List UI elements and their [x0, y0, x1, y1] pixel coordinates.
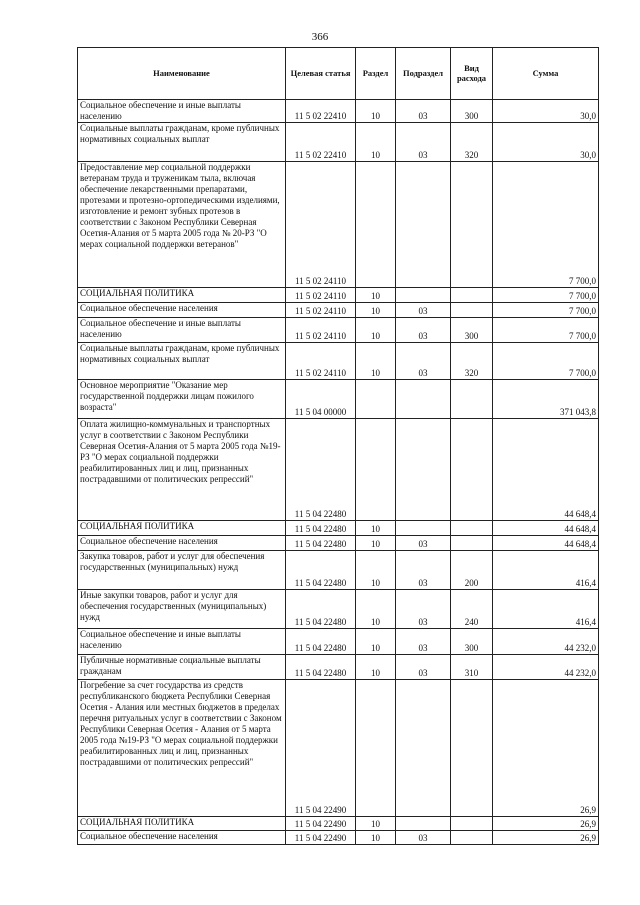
header-name: Наименование [78, 48, 286, 100]
row-subsection: 03 [396, 318, 451, 343]
row-expense-type [451, 419, 493, 521]
row-amount: 26,9 [493, 680, 599, 817]
table-row [78, 831, 599, 845]
row-amount: 44 648,4 [493, 521, 599, 536]
row-name: Оплата жилищно-коммунальных и транспортных услуг в соответствии с Законом Республики Северная Осетия-Алания от 5 марта 2005 года №19-РЗ "О мерах социальной поддержки реабилитированных лиц и лиц, признанных пострадавшими от политических репрессий" [78, 419, 286, 521]
row-name: Основное мероприятие "Оказание мер государственной поддержки лицам пожилого возраста" [78, 380, 286, 419]
row-amount: 416,4 [493, 551, 599, 590]
row-name: СОЦИАЛЬНАЯ ПОЛИТИКА [78, 288, 286, 303]
row-subsection: 03 [396, 123, 451, 162]
row-name: Социальное обеспечение населения [78, 831, 286, 845]
table-row [78, 100, 599, 123]
row-amount: 26,9 [493, 831, 599, 845]
row-section: 10 [356, 655, 396, 680]
header-section: Раздел [356, 48, 396, 100]
row-subsection: 03 [396, 343, 451, 380]
table-row [78, 303, 599, 318]
row-subsection: 03 [396, 590, 451, 629]
row-name: Погребение за счет государства из средств республиканского бюджета Республики Северная Осетия - Алания или местных бюджетов в пределах перечня ритуальных услуг в соответствии с Законом Республики Северная Осетия - Алания от 5 марта 2005 года №19-РЗ "О мерах социальной поддержки реабилитированных лиц и лиц, признанных пострадавшими от политических репрессий" [78, 680, 286, 817]
row-section: 10 [356, 303, 396, 318]
table-row [78, 318, 599, 343]
row-amount: 7 700,0 [493, 162, 599, 288]
row-section: 10 [356, 343, 396, 380]
row-article: 11 5 04 22490 [286, 817, 356, 831]
table-row [78, 123, 599, 162]
row-section: 10 [356, 629, 396, 655]
row-name: Закупка товаров, работ и услуг для обеспечения государственных (муниципальных) нужд [78, 551, 286, 590]
row-amount: 44 648,4 [493, 536, 599, 551]
row-name: Предоставление мер социальной поддержки ветеранам труда и труженикам тыла, включая обеспечение лекарственными препаратами, протезами и протезно-ортопедическими изделиями, изготовление и ремонт зубных протезов в соответствии с Законом Республики Северная Осетия-Алания от 5 марта 2005 года № 20-РЗ "О мерах социальной поддержки ветеранов" [78, 162, 286, 288]
table-row [78, 419, 599, 521]
row-amount: 44 232,0 [493, 655, 599, 680]
row-amount: 44 648,4 [493, 419, 599, 521]
row-name: Социальное обеспечение и иные выплаты населению [78, 629, 286, 655]
row-subsection [396, 162, 451, 288]
table-row [78, 162, 599, 288]
row-expense-type [451, 680, 493, 817]
row-expense-type: 300 [451, 318, 493, 343]
row-expense-type [451, 380, 493, 419]
table-row [78, 680, 599, 817]
row-expense-type [451, 288, 493, 303]
row-section: 10 [356, 100, 396, 123]
row-section [356, 680, 396, 817]
row-expense-type [451, 536, 493, 551]
row-expense-type: 300 [451, 629, 493, 655]
row-article: 11 5 04 22480 [286, 590, 356, 629]
row-section [356, 162, 396, 288]
row-expense-type [451, 521, 493, 536]
row-section: 10 [356, 288, 396, 303]
row-expense-type: 200 [451, 551, 493, 590]
row-subsection [396, 288, 451, 303]
row-section: 10 [356, 318, 396, 343]
row-amount: 7 700,0 [493, 288, 599, 303]
row-expense-type: 310 [451, 655, 493, 680]
table-row [78, 536, 599, 551]
table-row [78, 590, 599, 629]
row-amount: 30,0 [493, 123, 599, 162]
row-subsection: 03 [396, 100, 451, 123]
row-name: Социальное обеспечение и иные выплаты населению [78, 100, 286, 123]
row-article: 11 5 02 22410 [286, 100, 356, 123]
row-subsection [396, 817, 451, 831]
row-expense-type: 320 [451, 343, 493, 380]
row-article: 11 5 04 22480 [286, 551, 356, 590]
row-article: 11 5 04 22480 [286, 536, 356, 551]
row-expense-type [451, 303, 493, 318]
row-article: 11 5 04 00000 [286, 380, 356, 419]
row-amount: 7 700,0 [493, 303, 599, 318]
row-subsection [396, 680, 451, 817]
row-article: 11 5 02 24110 [286, 318, 356, 343]
row-amount: 7 700,0 [493, 318, 599, 343]
row-name: Иные закупки товаров, работ и услуг для обеспечения государственных (муниципальных) нужд [78, 590, 286, 629]
table-row [78, 629, 599, 655]
header-expense-type: Вид расхода [451, 48, 493, 100]
page-number: 366 [311, 31, 329, 43]
row-name: Публичные нормативные социальные выплаты гражданам [78, 655, 286, 680]
row-expense-type: 300 [451, 100, 493, 123]
row-expense-type [451, 831, 493, 845]
row-article: 11 5 04 22490 [286, 831, 356, 845]
row-subsection: 03 [396, 831, 451, 845]
table-row [78, 288, 599, 303]
row-subsection: 03 [396, 303, 451, 318]
row-section: 10 [356, 817, 396, 831]
row-article: 11 5 04 22480 [286, 655, 356, 680]
table-row [78, 343, 599, 380]
row-expense-type [451, 162, 493, 288]
row-article: 11 5 04 22480 [286, 629, 356, 655]
row-article: 11 5 04 22480 [286, 521, 356, 536]
row-expense-type: 240 [451, 590, 493, 629]
row-section: 10 [356, 123, 396, 162]
table-row [78, 521, 599, 536]
row-name: Социальные выплаты гражданам, кроме публичных нормативных социальных выплат [78, 123, 286, 162]
row-subsection: 03 [396, 629, 451, 655]
row-subsection: 03 [396, 536, 451, 551]
row-section [356, 380, 396, 419]
row-amount: 416,4 [493, 590, 599, 629]
row-amount: 371 043,8 [493, 380, 599, 419]
row-amount: 30,0 [493, 100, 599, 123]
row-expense-type [451, 817, 493, 831]
row-name: СОЦИАЛЬНАЯ ПОЛИТИКА [78, 521, 286, 536]
row-expense-type: 320 [451, 123, 493, 162]
row-article: 11 5 04 22490 [286, 680, 356, 817]
row-subsection [396, 521, 451, 536]
row-article: 11 5 02 24110 [286, 288, 356, 303]
header-subsection: Подраздел [396, 48, 451, 100]
row-article: 11 5 02 24110 [286, 343, 356, 380]
table-row [78, 380, 599, 419]
row-subsection: 03 [396, 551, 451, 590]
table-row [78, 655, 599, 680]
row-subsection [396, 419, 451, 521]
row-section: 10 [356, 551, 396, 590]
budget-table [77, 47, 599, 845]
row-article: 11 5 02 24110 [286, 303, 356, 318]
row-name: СОЦИАЛЬНАЯ ПОЛИТИКА [78, 817, 286, 831]
header-amount: Сумма [493, 48, 599, 100]
row-name: Социальные выплаты гражданам, кроме публичных нормативных социальных выплат [78, 343, 286, 380]
row-name: Социальное обеспечение населения [78, 536, 286, 551]
row-amount: 26,9 [493, 817, 599, 831]
row-section: 10 [356, 521, 396, 536]
row-article: 11 5 02 24110 [286, 162, 356, 288]
row-section: 10 [356, 536, 396, 551]
table-row [78, 551, 599, 590]
row-section: 10 [356, 590, 396, 629]
row-amount: 44 232,0 [493, 629, 599, 655]
header-article: Целевая статья [286, 48, 356, 100]
row-subsection [396, 380, 451, 419]
row-section: 10 [356, 831, 396, 845]
row-section [356, 419, 396, 521]
row-name: Социальное обеспечение населения [78, 303, 286, 318]
row-amount: 7 700,0 [493, 343, 599, 380]
row-article: 11 5 04 22480 [286, 419, 356, 521]
row-article: 11 5 02 22410 [286, 123, 356, 162]
row-subsection: 03 [396, 655, 451, 680]
row-name: Социальное обеспечение и иные выплаты населению [78, 318, 286, 343]
table-row [78, 817, 599, 831]
table-header-row [78, 48, 599, 100]
